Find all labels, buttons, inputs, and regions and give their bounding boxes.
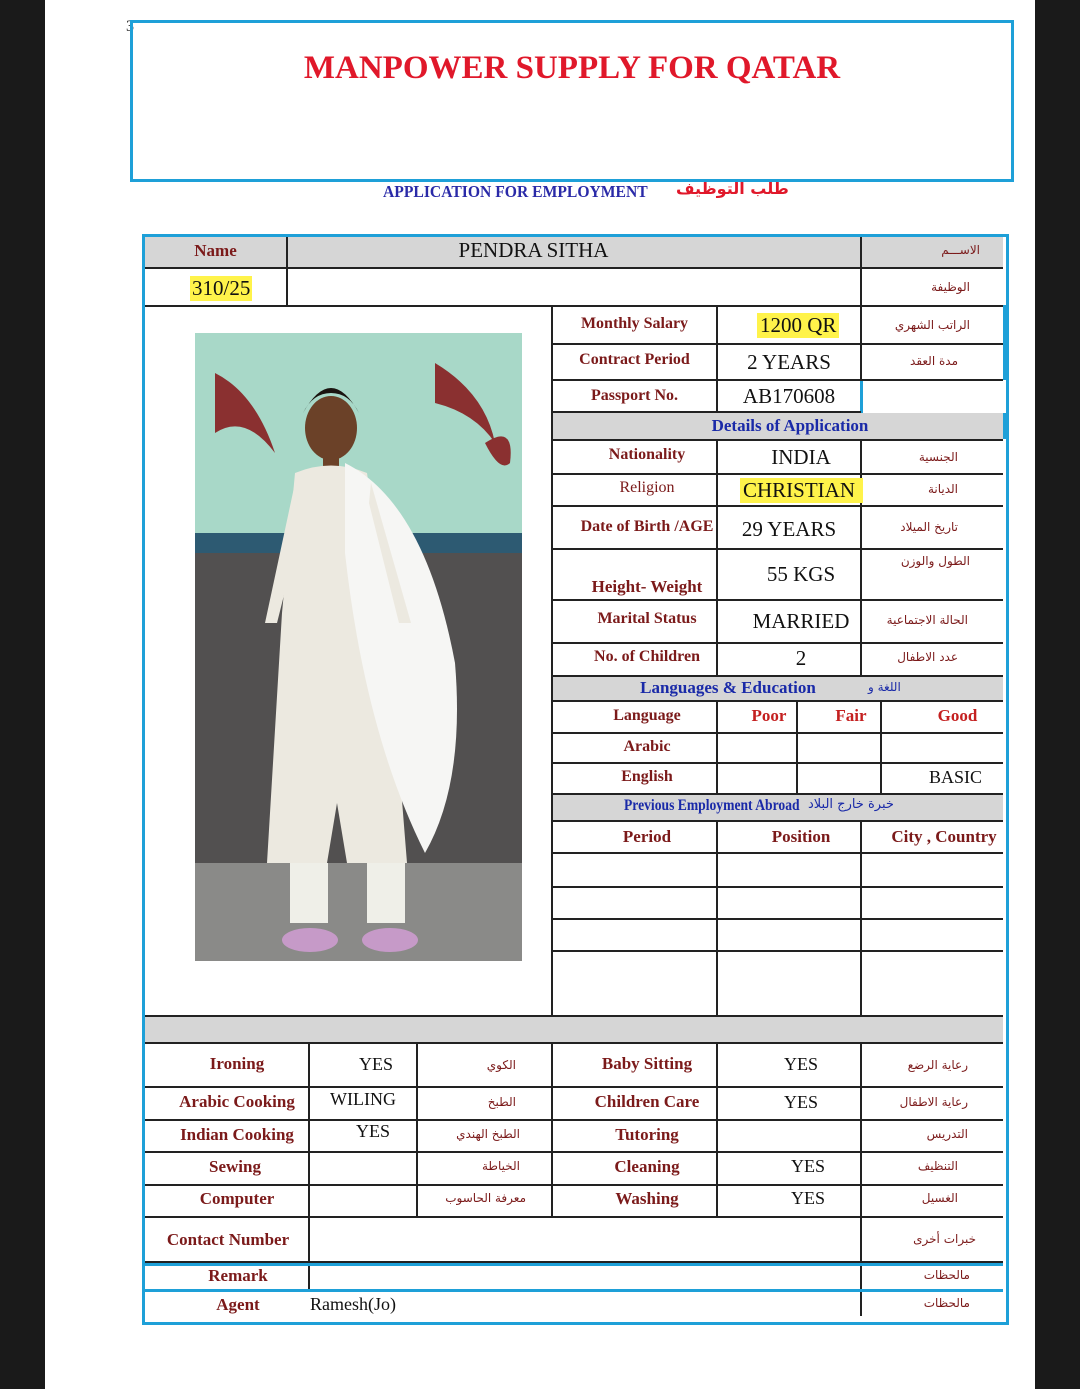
contract-value: 2 YEARS: [747, 350, 831, 374]
religion-label-ar: الديانة: [927, 482, 958, 496]
skill-tutoring-ar: التدريس: [926, 1127, 968, 1141]
application-subtitle-ar: طلب التوظيف: [676, 179, 789, 198]
employment-section-title: Previous Employment Abroad: [624, 797, 800, 814]
languages-section-title-ar: اللغة و: [868, 680, 901, 694]
fair-header: Fair: [835, 706, 867, 725]
skill-computer-ar: معرفة الحاسوب: [445, 1191, 526, 1205]
skill-children-care-value: YES: [783, 1092, 818, 1112]
skill-children-care-label: Children Care: [594, 1092, 700, 1111]
religion-value: CHRISTIAN: [740, 478, 863, 503]
name-label: Name: [194, 241, 237, 260]
application-subtitle: APPLICATION FOR EMPLOYMENT: [383, 182, 648, 201]
skill-ironing-value: YES: [358, 1054, 393, 1074]
applicant-photo-image: [195, 333, 522, 961]
language-arabic: Arabic: [623, 738, 671, 755]
dob-value: 29 YEARS: [741, 517, 837, 541]
nationality-value: INDIA: [771, 445, 831, 469]
period-header: Period: [622, 827, 672, 846]
skill-sewing-label: Sewing: [209, 1157, 261, 1176]
passport-value: AB170608: [742, 384, 836, 408]
reference-number: 310/25: [192, 276, 251, 300]
height-weight-label-ar: الطول والوزن: [900, 554, 970, 568]
salary-label-ar: الراتب الشهري: [894, 318, 970, 332]
remark-label: Remark: [208, 1266, 268, 1285]
height-weight-value: 55 KGS: [766, 562, 836, 586]
religion-label: Religion: [619, 479, 675, 496]
skill-cleaning-ar: التنظيف: [917, 1159, 958, 1173]
english-good: BASIC: [928, 767, 982, 787]
skill-ironing-label: Ironing: [209, 1054, 265, 1073]
skill-baby-sitting-label: Baby Sitting: [601, 1054, 693, 1073]
nationality-label-ar: الجنسية: [918, 450, 958, 464]
agent-label: Agent: [216, 1295, 260, 1314]
passport-label: Passport No.: [590, 387, 679, 404]
applicant-name: PENDRA SITHA: [458, 238, 609, 262]
page-title: MANPOWER SUPPLY FOR QATAR: [303, 50, 841, 86]
skill-cleaning-label: Cleaning: [614, 1157, 680, 1176]
skill-arabic-cooking-ar: الطبخ: [487, 1095, 516, 1109]
city-header: City , Country: [891, 827, 997, 846]
language-english: English: [621, 768, 673, 785]
skill-washing-ar: الغسيل: [921, 1191, 958, 1205]
dob-label: Date of Birth /AGE: [580, 518, 714, 535]
languages-section-title: Languages & Education: [640, 678, 816, 697]
poor-header: Poor: [751, 706, 787, 725]
good-header: Good: [937, 706, 978, 725]
salary-value: 1200 QR: [757, 313, 839, 338]
remark-label-ar: مالحظات: [923, 1268, 970, 1282]
skill-tutoring-label: Tutoring: [615, 1125, 679, 1144]
agent-value: Ramesh(Jo): [310, 1294, 396, 1314]
skill-indian-cooking-label: Indian Cooking: [180, 1125, 294, 1144]
skill-arabic-cooking-label: Arabic Cooking: [179, 1092, 295, 1111]
employment-section-title-ar: خبرة خارج البلاد: [808, 797, 894, 812]
skill-cleaning-value: YES: [790, 1156, 825, 1176]
skill-washing-value: YES: [790, 1188, 825, 1208]
skill-arabic-cooking-value: WILING: [330, 1089, 396, 1109]
agent-label-ar: مالحظات: [923, 1296, 970, 1310]
nationality-label: Nationality: [608, 446, 686, 463]
children-label-ar: عدد الاطفال: [897, 650, 958, 664]
children-label: No. of Children: [594, 648, 700, 665]
applicant-photo: [195, 333, 522, 961]
children-value: 2: [795, 646, 807, 670]
skill-ironing-ar: الكوي: [486, 1058, 516, 1072]
dob-label-ar: تاريخ الميلاد: [900, 520, 958, 534]
contact-label: Contact Number: [166, 1230, 290, 1249]
marital-value: MARRIED: [752, 609, 850, 633]
position-header: Position: [771, 827, 831, 846]
marital-label-ar: الحالة الاجتماعية: [886, 613, 968, 627]
skill-baby-sitting-ar: رعاية الرضع: [907, 1058, 968, 1072]
height-weight-label: Height- Weight: [591, 577, 703, 596]
contact-label-ar: خبرات أخرى: [913, 1232, 976, 1246]
salary-label: Monthly Salary: [580, 315, 689, 332]
job-label-ar: الوظيفة: [931, 280, 970, 294]
skill-children-care-ar: رعاية الاطفال: [899, 1095, 968, 1109]
skill-sewing-ar: الخياطة: [482, 1159, 520, 1173]
details-section-title: Details of Application: [711, 416, 869, 435]
skill-indian-cooking-ar: الطبخ الهندي: [456, 1127, 520, 1141]
skill-baby-sitting-value: YES: [783, 1054, 818, 1074]
skill-indian-cooking-value: YES: [355, 1121, 390, 1141]
header-box: [130, 20, 1014, 182]
separator-band: [145, 1017, 1003, 1042]
skill-washing-label: Washing: [615, 1189, 679, 1208]
contract-label-ar: مدة العقد: [910, 354, 958, 368]
page-marker: 3: [126, 18, 134, 35]
marital-label: Marital Status: [597, 610, 697, 627]
skill-computer-label: Computer: [199, 1189, 275, 1208]
name-label-ar: الاســـم: [941, 243, 980, 257]
contract-label: Contract Period: [579, 351, 690, 368]
language-header: Language: [613, 707, 681, 724]
